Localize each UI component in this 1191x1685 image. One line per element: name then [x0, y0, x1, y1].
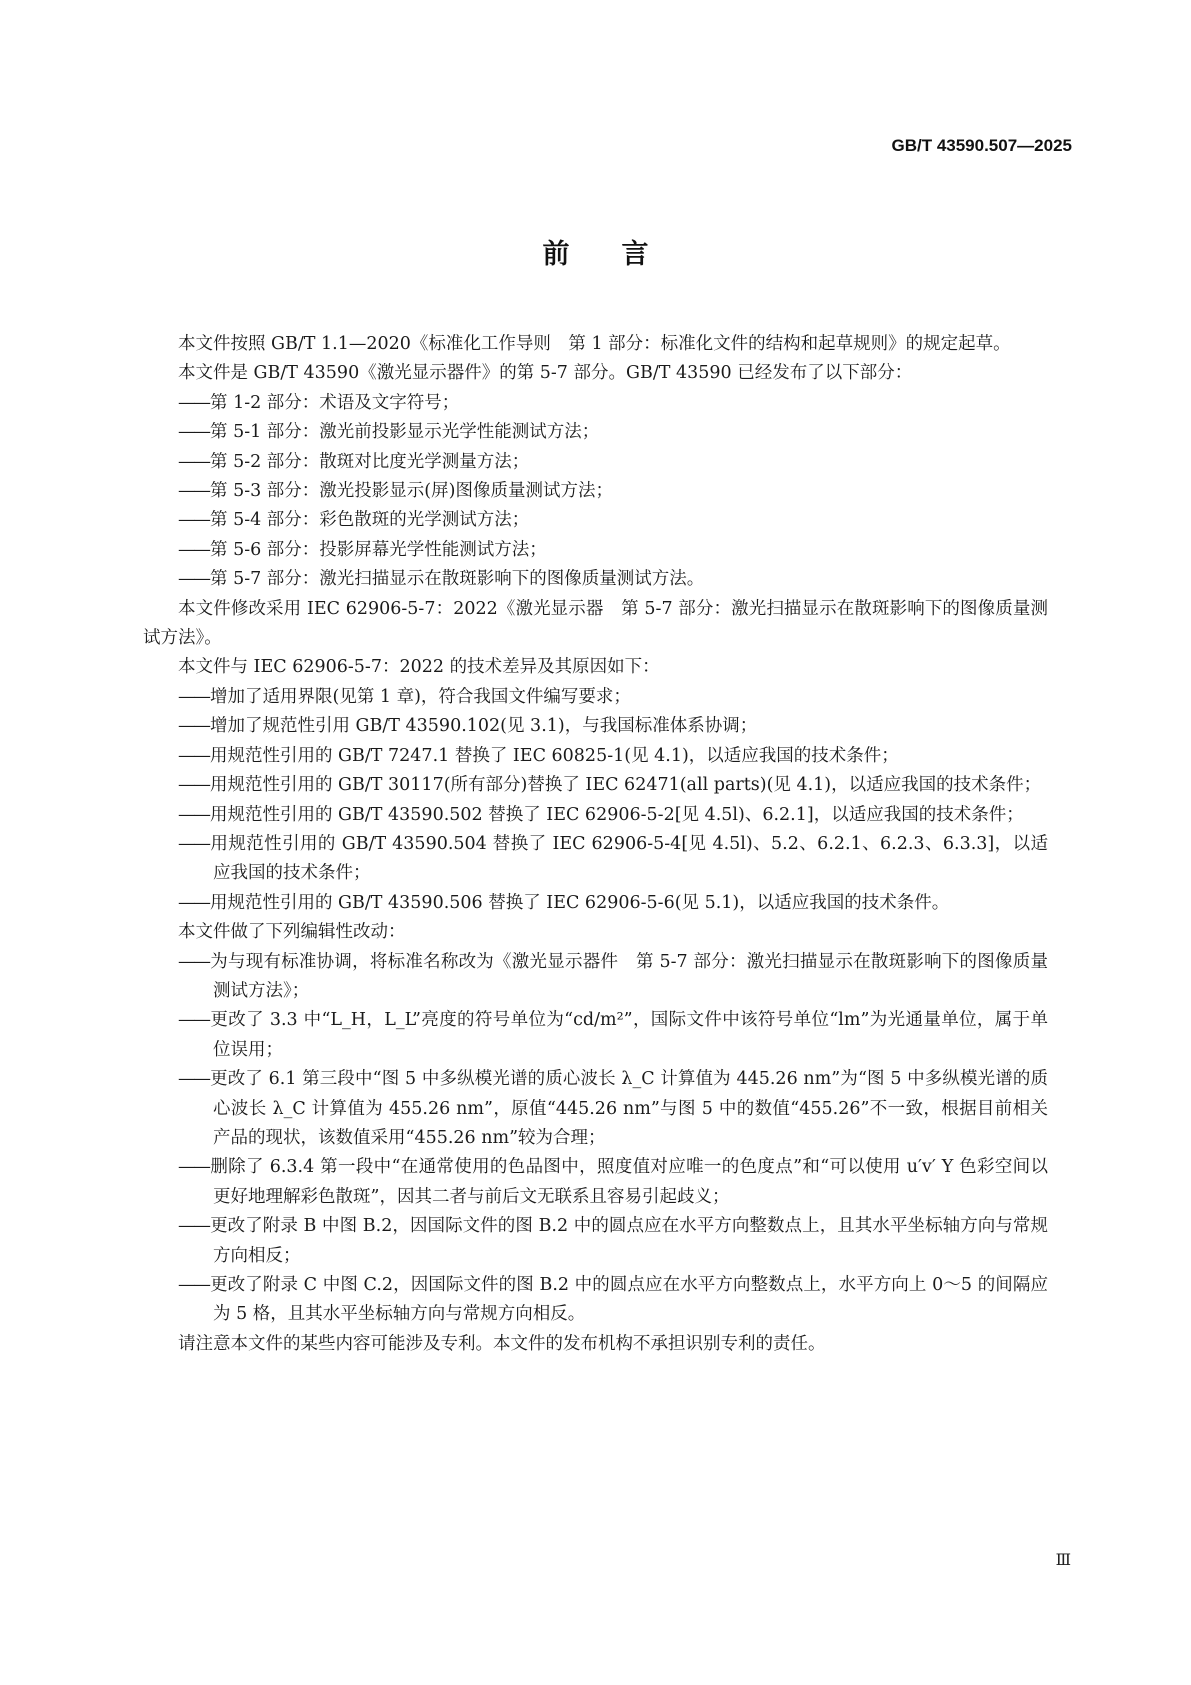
- list-item: —— 第 5-2 部分：散斑对比度光学测量方法；: [143, 448, 1048, 477]
- list-item: —— 用规范性引用的 GB/T 43590.502 替换了 IEC 62906-5-2[见 4.5l)、6.2.1]，以适应我国的技术条件；: [143, 801, 1048, 830]
- list-item: —— 用规范性引用的 GB/T 43590.504 替换了 IEC 62906-5-4[见 4.5l)、5.2、6.2.1、6.2.3、6.3.3]，以适应我国的技术条件；: [143, 830, 1048, 889]
- patent-notice: 请注意本文件的某些内容可能涉及专利。本文件的发布机构不承担识别专利的责任。: [178, 1333, 826, 1354]
- list-item: —— 为与现有标准协调，将标准名称改为《激光显示器件 第 5-7 部分：激光扫描显示在散斑影响下的图像质量测试方法》；: [143, 948, 1048, 1007]
- list-item: —— 增加了规范性引用 GB/T 43590.102(见 3.1)，与我国标准体系协调；: [143, 712, 1048, 741]
- editorial-list: [143, 948, 1048, 1330]
- adoption-paragraph: 本文件修改采用 IEC 62906-5-7：2022《激光显示器 第 5-7 部分：激光扫描显示在散斑影响下的图像质量测试方法》。: [143, 598, 1048, 649]
- tech-diff-intro: 本文件与 IEC 62906-5-7：2022 的技术差异及其原因如下：: [178, 657, 660, 678]
- foreword-body: [143, 330, 1048, 1359]
- list-item: —— 第 5-1 部分：激光前投影显示光学性能测试方法；: [143, 418, 1048, 447]
- editorial-intro: 本文件做了下列编辑性改动：: [178, 922, 406, 943]
- standard-number: GB/T 43590.507—2025: [891, 136, 1072, 155]
- list-item: —— 第 5-7 部分：激光扫描显示在散斑影响下的图像质量测试方法。: [143, 565, 1048, 594]
- page-number: Ⅲ: [1055, 1550, 1071, 1569]
- list-item: —— 更改了附录 C 中图 C.2，因国际文件的图 B.2 中的圆点应在水平方向整数点上，水平方向上 0～5 的间隔应为 5 格，且其水平坐标轴方向与常规方向相反。: [143, 1271, 1048, 1330]
- tech-diff-list: [143, 683, 1048, 918]
- list-item: —— 用规范性引用的 GB/T 7247.1 替换了 IEC 60825-1(见 4.1)，以适应我国的技术条件；: [143, 742, 1048, 771]
- list-item: —— 用规范性引用的 GB/T 43590.506 替换了 IEC 62906-5-6(见 5.1)，以适应我国的技术条件。: [143, 889, 1048, 918]
- list-item: —— 第 1-2 部分：术语及文字符号；: [143, 389, 1048, 418]
- list-item: —— 更改了附录 B 中图 B.2，因国际文件的图 B.2 中的圆点应在水平方向整数点上，且其水平坐标轴方向与常规方向相反；: [143, 1212, 1048, 1271]
- list-item: —— 第 5-3 部分：激光投影显示(屏)图像质量测试方法；: [143, 477, 1048, 506]
- list-item: —— 删除了 6.3.4 第一段中“在通常使用的色品图中，照度值对应唯一的色度点”和“可以使用 u′v′ Y 色彩空间以更好地理解彩色散斑”，因其二者与前后文无联系且容易引起歧义；: [143, 1153, 1048, 1212]
- list-item: —— 第 5-6 部分：投影屏幕光学性能测试方法；: [143, 536, 1048, 565]
- parts-list: [143, 389, 1048, 595]
- intro-paragraph: 本文件按照 GB/T 1.1—2020《标准化工作导则 第 1 部分：标准化文件的结构和起草规则》的规定起草。: [178, 334, 1011, 354]
- list-item: —— 增加了适用界限(见第 1 章)，符合我国文件编写要求；: [143, 683, 1048, 712]
- list-item: —— 第 5-4 部分：彩色散斑的光学测试方法；: [143, 506, 1048, 535]
- intro-paragraph: 本文件是 GB/T 43590《激光显示器件》的第 5-7 部分。GB/T 43590 已经发布了以下部分：: [178, 363, 913, 384]
- list-item: —— 更改了 3.3 中“L_H，L_L”亮度的符号单位为“cd/m²”，国际文件中该符号单位“lm”为光通量单位，属于单位误用；: [143, 1006, 1048, 1065]
- page-title: 前言: [542, 239, 701, 270]
- list-item: —— 更改了 6.1 第三段中“图 5 中多纵模光谱的质心波长 λ_C 计算值为 445.26 nm”为“图 5 中多纵模光谱的质心波长 λ_C 计算值为 455.26 nm”，原值“445.26 nm”与图 5 中的数值“455.26”不一致，根据目前相关产品的现状，该数值采用“455.26 nm”较为合理；: [143, 1065, 1048, 1153]
- list-item: —— 用规范性引用的 GB/T 30117(所有部分)替换了 IEC 62471(all parts)(见 4.1)，以适应我国的技术条件；: [143, 771, 1048, 800]
